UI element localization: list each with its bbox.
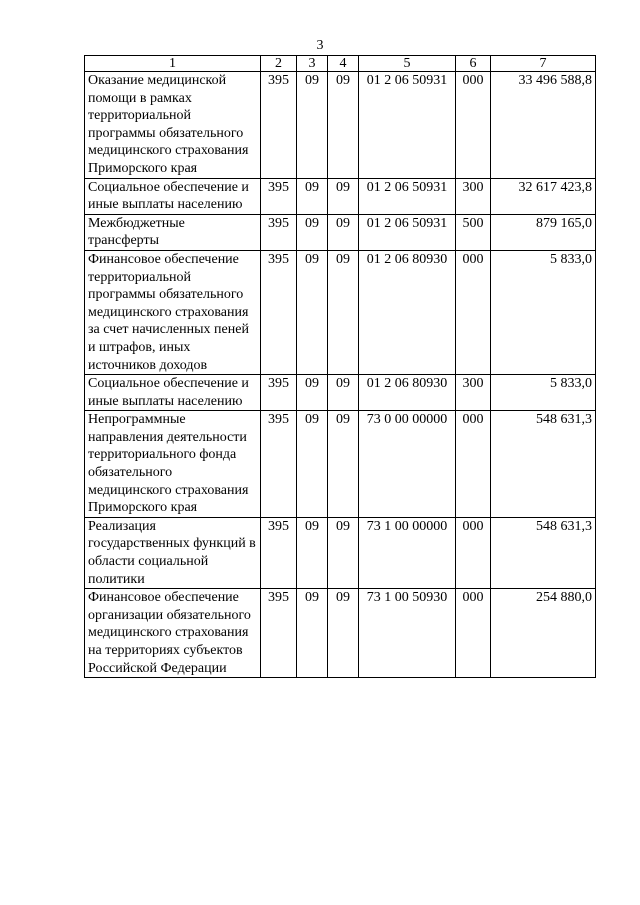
row-expense-type: 300 xyxy=(456,375,491,411)
row-expense-type: 000 xyxy=(456,589,491,678)
table-row xyxy=(85,250,596,374)
row-expense-type: 500 xyxy=(456,214,491,250)
row-target-article: 01 2 06 50931 xyxy=(359,72,456,179)
row-amount: 33 496 588,8 xyxy=(491,72,596,179)
header-row xyxy=(85,56,596,72)
header-col-6: 6 xyxy=(456,56,491,72)
row-section: 09 xyxy=(297,517,328,588)
row-name: Межбюджетные трансферты xyxy=(85,214,261,250)
row-subsection: 09 xyxy=(328,589,359,678)
row-name: Финансовое обеспечение организации обязательного медицинского страхования на территориях субъектов Российской Федерации xyxy=(85,589,261,678)
header-col-3: 3 xyxy=(297,56,328,72)
row-admin-code: 395 xyxy=(261,250,297,374)
row-subsection: 09 xyxy=(328,517,359,588)
row-expense-type: 000 xyxy=(456,250,491,374)
header-col-7: 7 xyxy=(491,56,596,72)
row-admin-code: 395 xyxy=(261,214,297,250)
row-target-article: 01 2 06 50931 xyxy=(359,214,456,250)
table-row xyxy=(85,72,596,179)
row-name: Непрограммные направления деятельности территориального фонда обязательного медицинского страхования Приморского края xyxy=(85,411,261,518)
header-col-4: 4 xyxy=(328,56,359,72)
row-target-article: 73 0 00 00000 xyxy=(359,411,456,518)
header-col-5: 5 xyxy=(359,56,456,72)
table-row xyxy=(85,517,596,588)
budget-table xyxy=(84,55,596,678)
row-expense-type: 000 xyxy=(456,72,491,179)
row-amount: 548 631,3 xyxy=(491,517,596,588)
row-amount: 5 833,0 xyxy=(491,375,596,411)
table-body xyxy=(85,72,596,678)
row-amount: 879 165,0 xyxy=(491,214,596,250)
table-row xyxy=(85,589,596,678)
row-admin-code: 395 xyxy=(261,589,297,678)
table-row xyxy=(85,178,596,214)
row-target-article: 73 1 00 00000 xyxy=(359,517,456,588)
row-section: 09 xyxy=(297,178,328,214)
row-name: Социальное обеспечение и иные выплаты населению xyxy=(85,375,261,411)
page-number: 3 xyxy=(316,38,324,53)
row-name: Социальное обеспечение и иные выплаты населению xyxy=(85,178,261,214)
row-subsection: 09 xyxy=(328,178,359,214)
row-section: 09 xyxy=(297,411,328,518)
row-section: 09 xyxy=(297,250,328,374)
row-section: 09 xyxy=(297,589,328,678)
row-target-article: 01 2 06 50931 xyxy=(359,178,456,214)
row-admin-code: 395 xyxy=(261,517,297,588)
row-expense-type: 300 xyxy=(456,178,491,214)
row-expense-type: 000 xyxy=(456,411,491,518)
row-amount: 254 880,0 xyxy=(491,589,596,678)
row-amount: 32 617 423,8 xyxy=(491,178,596,214)
table-header xyxy=(85,56,596,72)
row-target-article: 01 2 06 80930 xyxy=(359,250,456,374)
row-target-article: 01 2 06 80930 xyxy=(359,375,456,411)
table-row xyxy=(85,375,596,411)
row-amount: 548 631,3 xyxy=(491,411,596,518)
row-target-article: 73 1 00 50930 xyxy=(359,589,456,678)
row-name: Реализация государственных функций в области социальной политики xyxy=(85,517,261,588)
row-expense-type: 000 xyxy=(456,517,491,588)
row-subsection: 09 xyxy=(328,214,359,250)
row-admin-code: 395 xyxy=(261,411,297,518)
row-subsection: 09 xyxy=(328,375,359,411)
row-subsection: 09 xyxy=(328,72,359,179)
row-section: 09 xyxy=(297,375,328,411)
row-section: 09 xyxy=(297,214,328,250)
row-name: Оказание медицинской помощи в рамках территориальной программы обязательного медицинского страхования Приморского края xyxy=(85,72,261,179)
row-admin-code: 395 xyxy=(261,72,297,179)
table-row xyxy=(85,214,596,250)
table-row xyxy=(85,411,596,518)
row-section: 09 xyxy=(297,72,328,179)
header-col-1: 1 xyxy=(85,56,261,72)
row-admin-code: 395 xyxy=(261,375,297,411)
row-subsection: 09 xyxy=(328,411,359,518)
row-name: Финансовое обеспечение территориальной программы обязательного медицинского страхования за счет начисленных пеней и штрафов, иных источников доходов xyxy=(85,250,261,374)
header-col-2: 2 xyxy=(261,56,297,72)
row-subsection: 09 xyxy=(328,250,359,374)
row-amount: 5 833,0 xyxy=(491,250,596,374)
row-admin-code: 395 xyxy=(261,178,297,214)
